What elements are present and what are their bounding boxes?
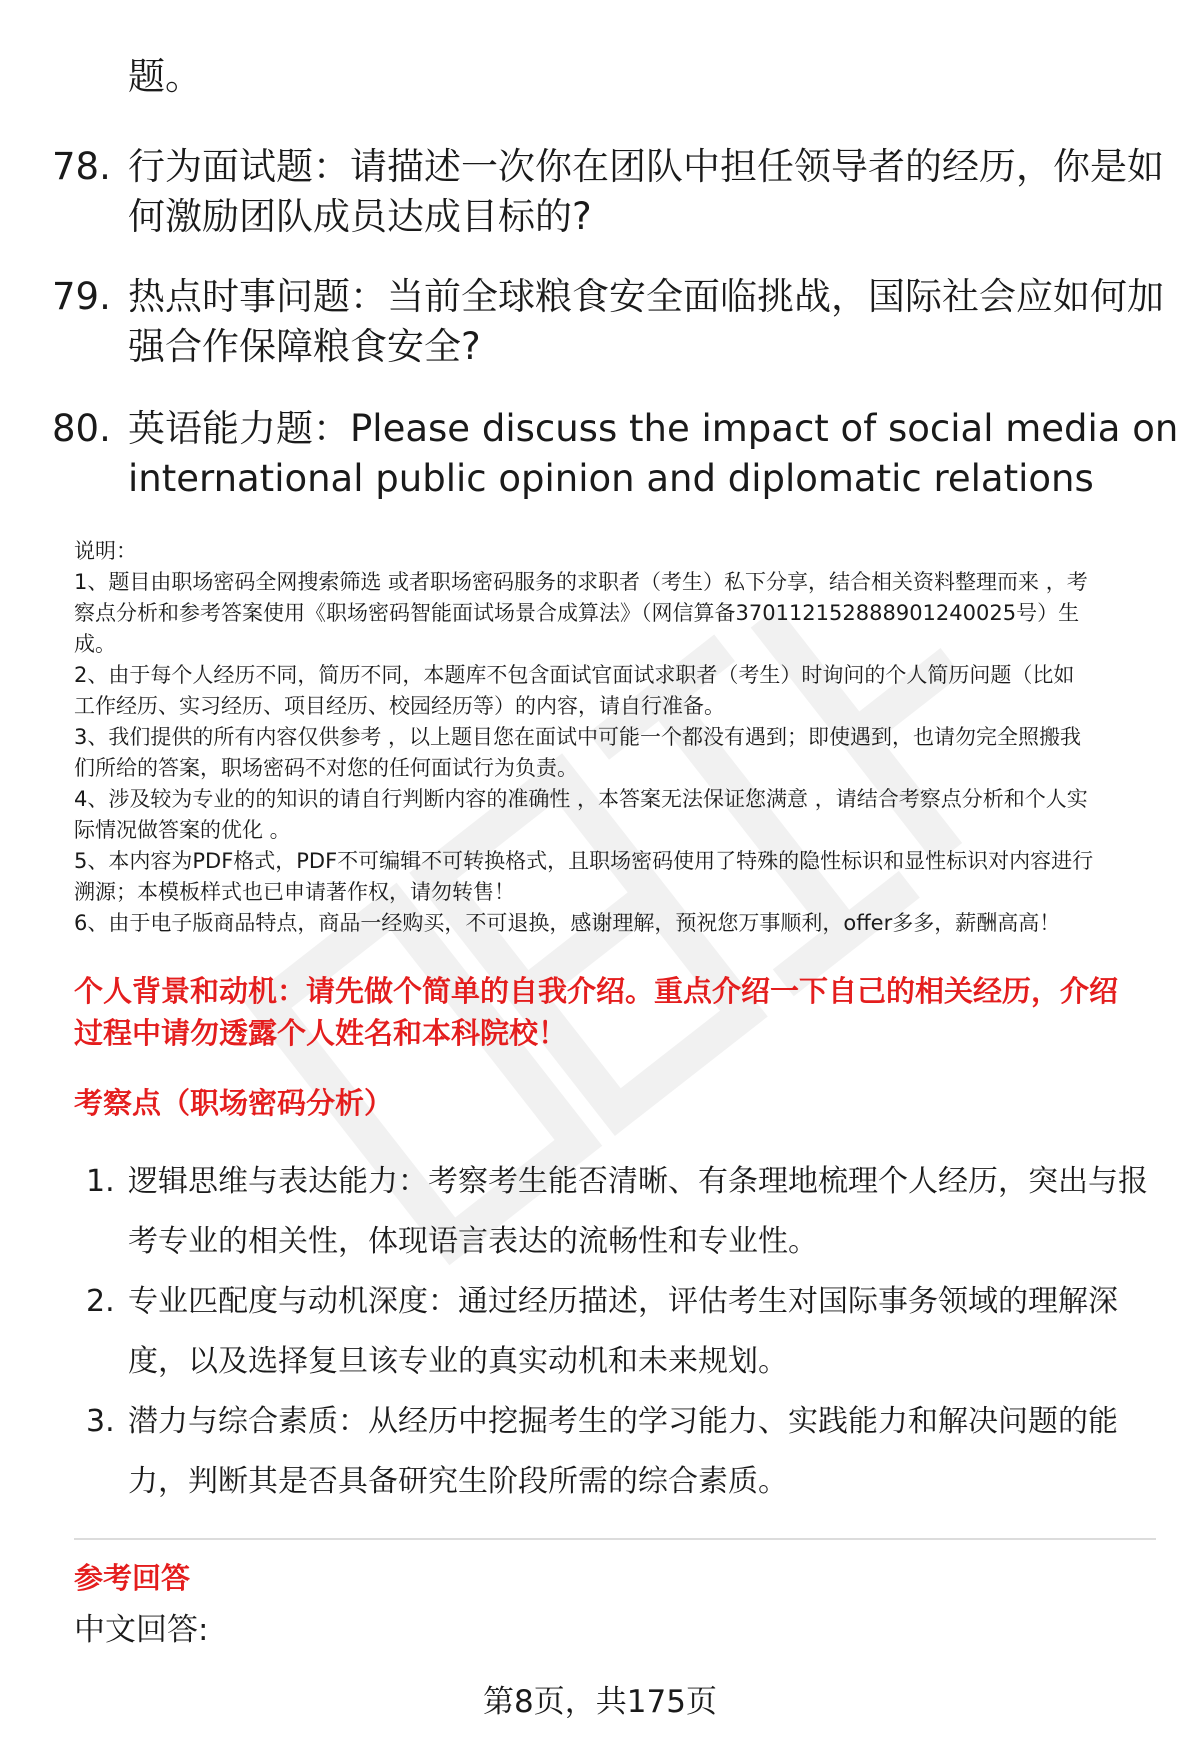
reference-answer-title: 参考回答 <box>74 1561 191 1595</box>
notes-line: 4、涉及较为专业的的知识的请自行判断内容的准确性 ，本答案无法保证您满意 ，请结合考察点分析和个人实 <box>74 787 1088 811</box>
notes-line: 溯源；本模板样式也已申请著作权，请勿转售！ <box>74 880 515 904</box>
notes-line: 3、我们提供的所有内容仅供参考 ，以上题目您在面试中可能一个都没有遇到；即使遇到，也请勿完全照搬我 <box>74 725 1082 749</box>
exam-point-1-line-2: 考专业的相关性，体现语言表达的流畅性和专业性。 <box>128 1224 818 1259</box>
question-79-line-1: 热点时事问题：当前全球粮食安全面临挑战，国际社会应如何加 <box>128 275 1164 318</box>
exam-points-title: 考察点（职场密码分析） <box>74 1086 394 1120</box>
exam-point-3-line-2: 力，判断其是否具备研究生阶段所需的综合素质。 <box>128 1464 788 1499</box>
question-79-number: 79. <box>52 275 111 318</box>
question-80-line-1: 英语能力题：Please discuss the impact of social media on <box>128 407 1179 450</box>
question-78-number: 78. <box>52 145 111 188</box>
question-80-line-2: international public opinion and diplomatic relations <box>128 457 1094 500</box>
exam-point-2-line-2: 度，以及选择复旦该专业的真实动机和未来规划。 <box>128 1344 788 1379</box>
exam-point-1-number: 1. <box>86 1164 115 1199</box>
exam-point-3-line-1: 潜力与综合素质：从经历中挖掘考生的学习能力、实践能力和解决问题的能 <box>128 1404 1118 1439</box>
section-divider <box>74 1538 1156 1540</box>
notes-line: 成。 <box>74 632 116 656</box>
chinese-answer-label: 中文回答: <box>74 1612 209 1648</box>
exam-point-2-number: 2. <box>86 1284 115 1319</box>
exam-point-2-line-1: 专业匹配度与动机深度：通过经历描述，评估考生对国际事务领域的理解深 <box>128 1284 1118 1319</box>
question-80-number: 80. <box>52 407 111 450</box>
notes-line: 1、题目由职场密码全网搜索筛选 或者职场密码服务的求职者（考生）私下分享，结合相关资料整理而来 ，考 <box>74 570 1088 594</box>
question-79-line-2: 强合作保障粮食安全? <box>128 325 481 368</box>
question-78-line-2: 何激励团队成员达成目标的? <box>128 195 592 238</box>
page-number-footer: 第8页，共175页 <box>483 1684 717 1720</box>
notes-line: 工作经历、实习经历、项目经历、校园经历等）的内容，请自行准备。 <box>74 694 725 718</box>
section-question-line-2: 过程中请勿透露个人姓名和本科院校！ <box>74 1016 568 1050</box>
exam-point-3-number: 3. <box>86 1404 115 1439</box>
disclaimer-notes <box>74 536 1164 939</box>
notes-title: 说明： <box>74 539 137 563</box>
question-77-tail: 题。 <box>128 55 202 98</box>
section-question-line-1: 个人背景和动机：请先做个简单的自我介绍。重点介绍一下自己的相关经历，介绍 <box>74 974 1119 1008</box>
notes-line: 察点分析和参考答案使用《职场密码智能面试场景合成算法》（网信算备370112152888901240025号）生 <box>74 601 1080 625</box>
notes-line: 5、本内容为PDF格式，PDF不可编辑不可转换格式，且职场密码使用了特殊的隐性标识和显性标识对内容进行 <box>74 849 1094 873</box>
notes-line: 2、由于每个人经历不同，简历不同，本题库不包含面试官面试求职者（考生）时询问的个人简历问题（比如 <box>74 663 1075 687</box>
notes-line: 6、由于电子版商品特点，商品一经购买，不可退换，感谢理解，预祝您万事顺利，offer多多，薪酬高高！ <box>74 911 1061 935</box>
notes-line: 们所给的答案，职场密码不对您的任何面试行为负责。 <box>74 756 578 780</box>
exam-point-1-line-1: 逻辑思维与表达能力：考察考生能否清晰、有条理地梳理个人经历，突出与报 <box>128 1164 1148 1199</box>
question-78-line-1: 行为面试题：请描述一次你在团队中担任领导者的经历，你是如 <box>128 145 1164 188</box>
notes-line: 际情况做答案的优化 。 <box>74 818 291 842</box>
